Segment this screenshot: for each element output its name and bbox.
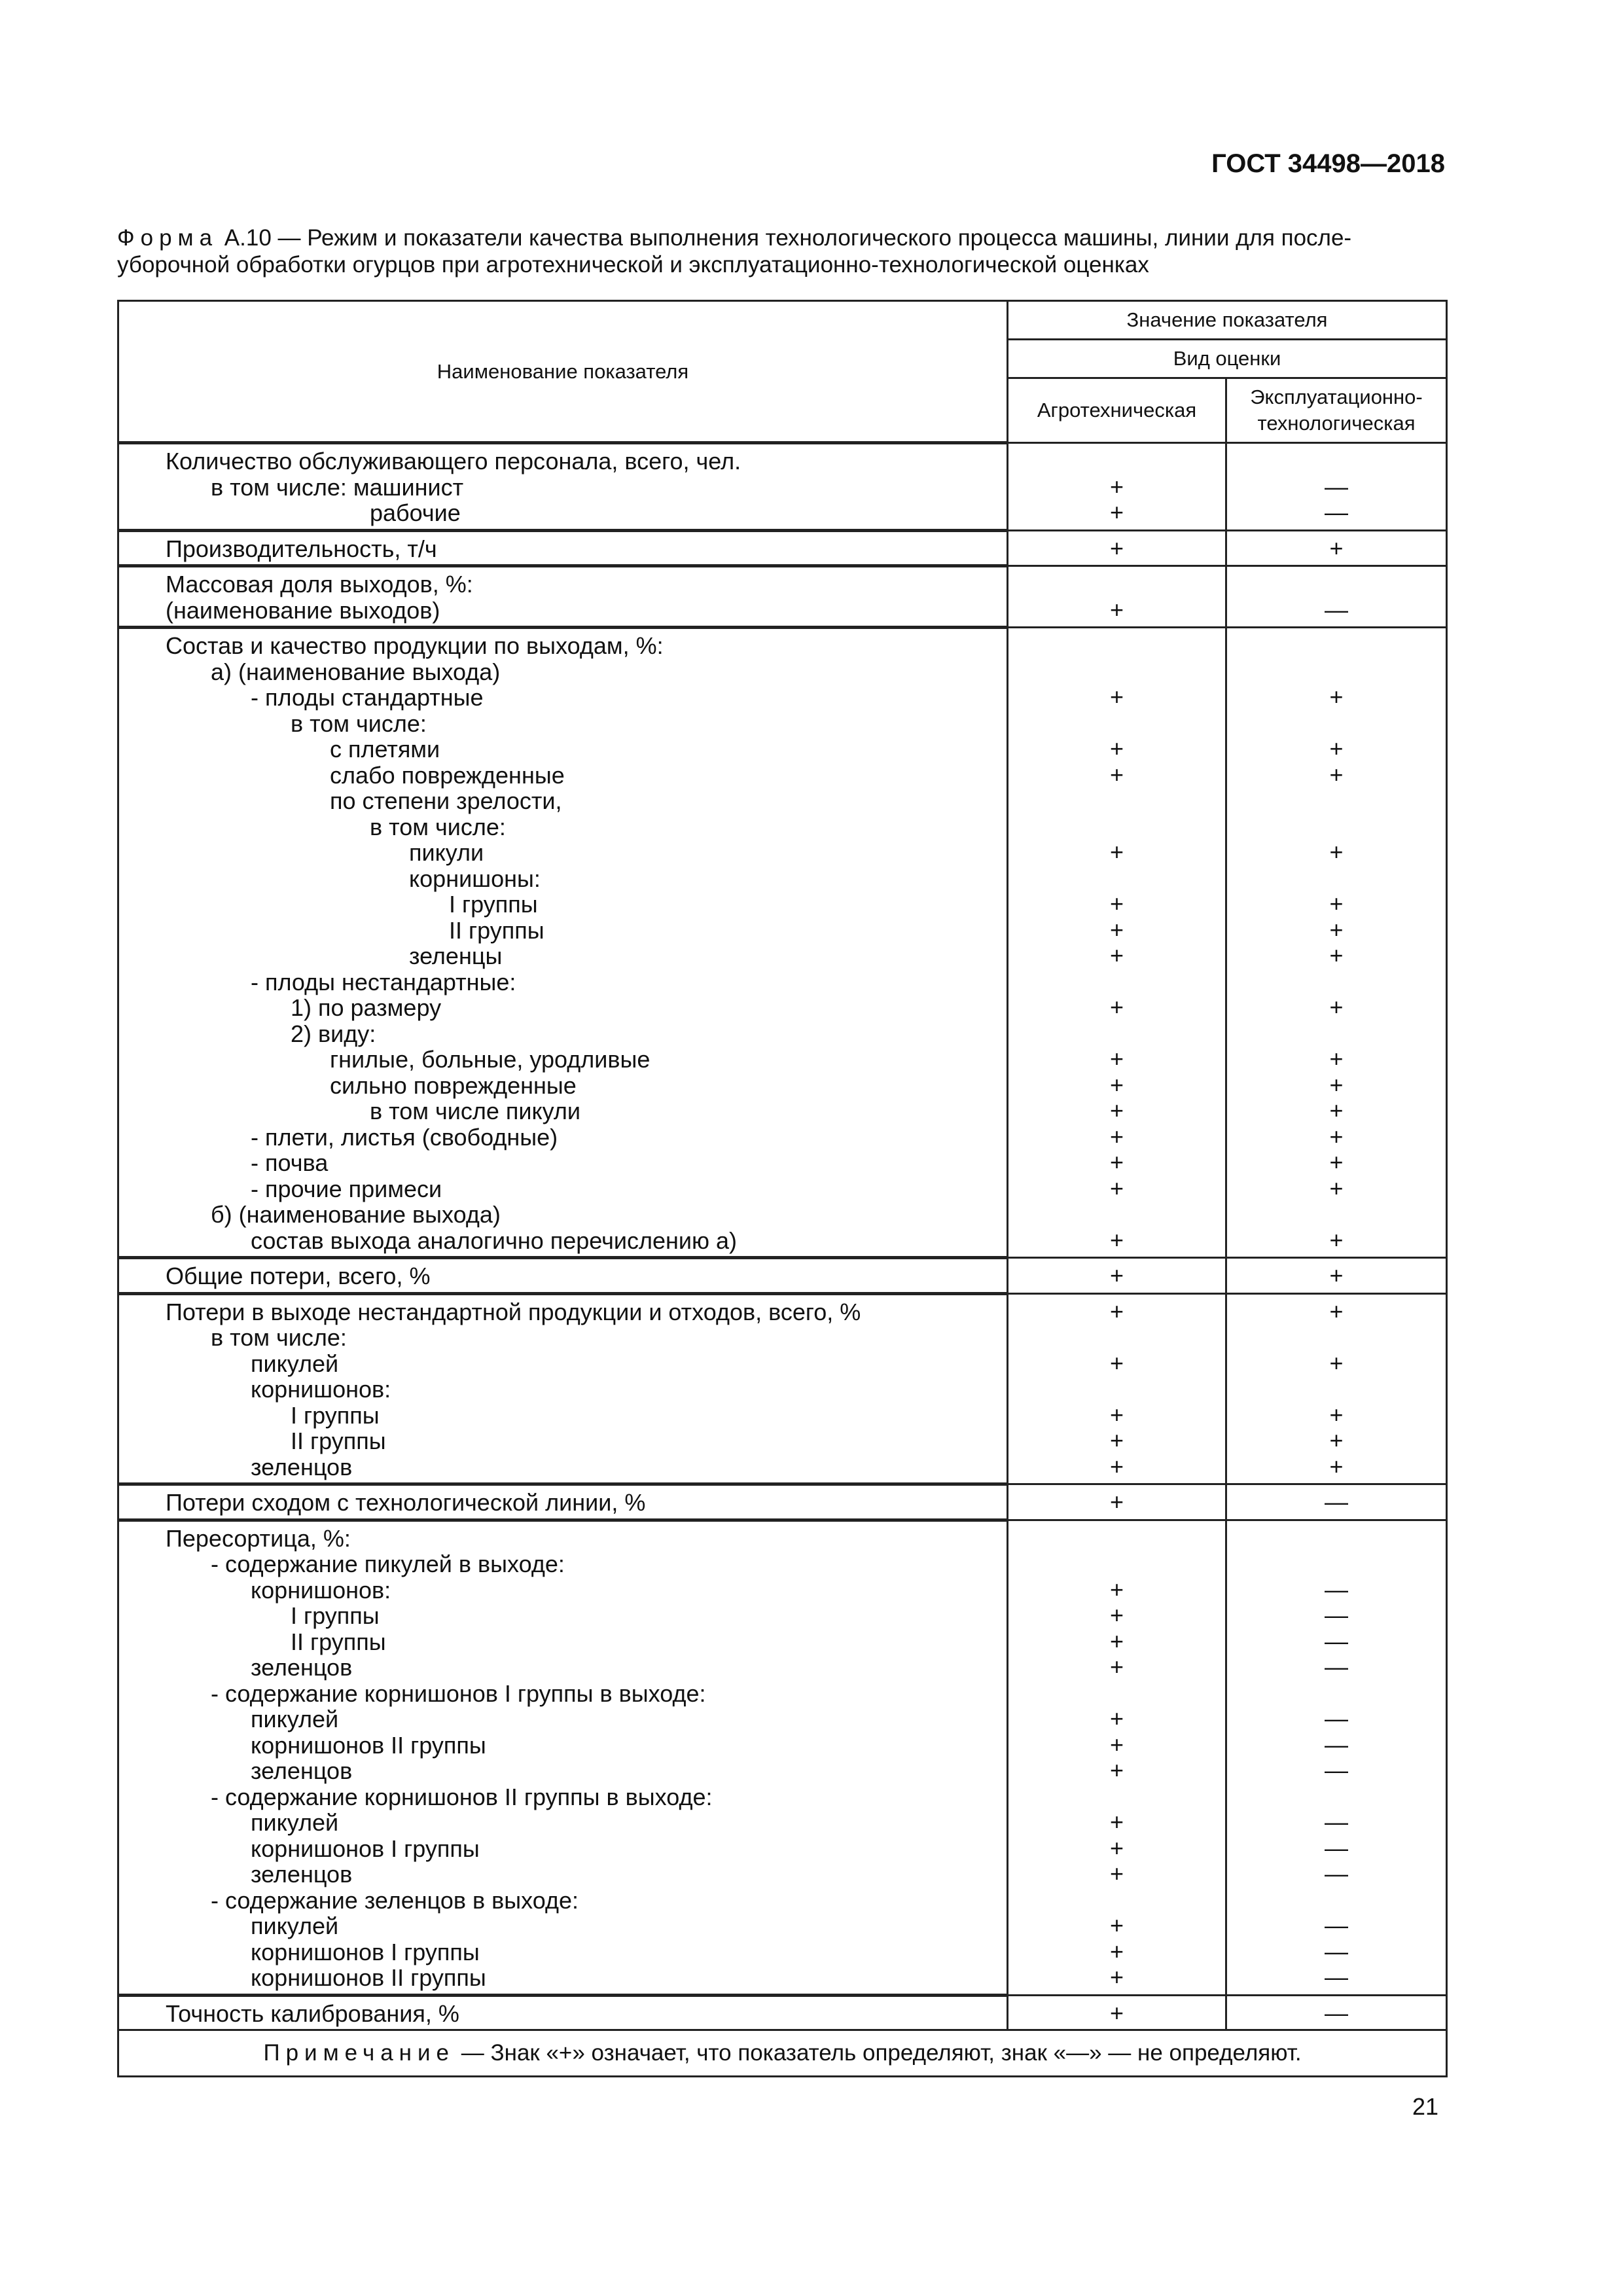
operational-mark: [1227, 787, 1446, 814]
indicator-label: корнишоны:: [409, 865, 541, 892]
table-row: [118, 1293, 1447, 1484]
indicator-label: зеленцов: [251, 1861, 353, 1888]
agrotechnical-mark: [1008, 1525, 1225, 1551]
indicator-label: а) (наименование выхода): [211, 658, 501, 685]
operational-mark: [1227, 969, 1446, 995]
operational-mark-cell: [1226, 1484, 1447, 1520]
indicator-label: - почва: [251, 1149, 329, 1176]
operational-mark: +: [1329, 1174, 1344, 1202]
form-label: Форма: [117, 225, 219, 251]
agrotechnical-mark: +: [1109, 1045, 1124, 1072]
operational-mark: —: [1325, 1860, 1348, 1887]
table-note: [118, 2030, 1447, 2077]
indicator-label: в том числе:: [370, 813, 506, 840]
indicator-name-cell: [118, 1520, 1008, 1995]
agrotechnical-mark-cell: [1008, 1520, 1226, 1995]
indicator-label: пикули: [409, 839, 484, 866]
agrotechnical-mark: [1008, 1551, 1225, 1577]
indicator-label: - плети, листья (свободные): [251, 1123, 558, 1151]
table-row: [118, 1484, 1447, 1520]
table-row: [118, 1258, 1447, 1294]
agrotechnical-mark-cell: [1008, 443, 1226, 531]
column-header-name: Наименование показателя: [118, 301, 1008, 443]
agrotechnical-mark: +: [1109, 1653, 1124, 1680]
agrotechnical-mark: +: [1109, 1349, 1124, 1376]
agrotechnical-mark-cell: [1008, 628, 1226, 1258]
agrotechnical-mark: [1008, 969, 1225, 995]
indicator-label: пикулей: [251, 1809, 339, 1836]
operational-mark: [1227, 632, 1446, 658]
agrotechnical-mark: +: [1109, 499, 1124, 526]
indicator-label: с плетями: [330, 736, 440, 762]
column-header-assessment-type: Вид оценки: [1008, 340, 1447, 378]
agrotechnical-mark: +: [1109, 1488, 1124, 1515]
indicator-label: состав выхода аналогично перечислению а): [251, 1227, 738, 1254]
operational-mark: —: [1325, 1999, 1348, 2026]
agrotechnical-mark: +: [1109, 1937, 1124, 1965]
operational-mark: +: [1329, 1149, 1344, 1175]
table-row: [118, 566, 1447, 628]
agrotechnical-mark: [1008, 787, 1225, 814]
operational-mark: [1227, 710, 1446, 736]
agrotechnical-mark: +: [1109, 596, 1124, 623]
operational-mark: —: [1325, 1834, 1348, 1861]
operational-mark: [1227, 1201, 1446, 1227]
indicator-label: 1) по размеру: [291, 994, 442, 1021]
operational-mark: +: [1329, 942, 1344, 969]
agrotechnical-mark-cell: [1008, 1995, 1226, 2030]
agrotechnical-mark: +: [1109, 1602, 1124, 1628]
page-number: 21: [1412, 2093, 1438, 2120]
indicator-label: Массовая доля выходов, %:: [166, 571, 473, 598]
operational-mark-cell: [1226, 530, 1447, 566]
agrotechnical-mark: +: [1109, 1860, 1124, 1887]
operational-mark-cell: [1226, 628, 1447, 1258]
indicator-label: - содержание зеленцов в выходе:: [211, 1886, 579, 1914]
indicator-label: Потери в выходе нестандартной продукции и отходов, всего, %: [166, 1298, 861, 1325]
agrotechnical-mark: +: [1109, 1964, 1124, 1990]
operational-mark: +: [1329, 916, 1344, 943]
agrotechnical-mark: [1008, 1376, 1225, 1402]
operational-mark: [1227, 1324, 1446, 1350]
operational-mark: —: [1325, 1488, 1348, 1515]
operational-mark: —: [1325, 1964, 1348, 1990]
indicator-label: зеленцы: [409, 942, 503, 969]
agrotechnical-mark: [1008, 1201, 1225, 1227]
indicator-label: (наименование выходов): [166, 596, 440, 624]
operational-mark: —: [1325, 1627, 1348, 1655]
operational-mark: [1227, 658, 1446, 685]
indicator-label: по степени зрелости,: [330, 787, 562, 814]
operational-mark: +: [1329, 683, 1344, 710]
agrotechnical-mark: [1008, 1020, 1225, 1047]
indicator-name-cell: [118, 1484, 1008, 1520]
operational-mark: —: [1325, 473, 1348, 500]
operational-mark: [1227, 1887, 1446, 1913]
operational-mark: +: [1329, 1045, 1344, 1072]
indicator-label: Количество обслуживающего персонала, всего, чел.: [166, 448, 741, 475]
agrotechnical-mark: [1008, 865, 1225, 891]
form-title: А.10 — Режим и показатели качества выполнения технологического процесса машины, линии для после-: [218, 225, 1352, 251]
agrotechnical-mark: +: [1109, 1834, 1124, 1861]
indicator-label: - содержание корнишонов II группы в выходе:: [211, 1783, 713, 1810]
agrotechnical-mark: [1008, 658, 1225, 685]
column-header-agrotechnical: Агротехническая: [1008, 378, 1226, 443]
agrotechnical-mark: +: [1109, 1731, 1124, 1758]
table-row: [118, 530, 1447, 566]
indicators-table: [117, 300, 1448, 2077]
agrotechnical-mark: +: [1109, 1705, 1124, 1732]
operational-mark: [1227, 1680, 1446, 1706]
operational-mark: —: [1325, 499, 1348, 526]
indicator-label: в том числе пикули: [370, 1098, 580, 1124]
indicator-label: I группы: [291, 1602, 380, 1629]
indicator-label: I группы: [291, 1401, 380, 1429]
indicator-label: корнишонов:: [251, 1576, 391, 1604]
agrotechnical-mark: +: [1109, 473, 1124, 500]
indicator-label: пикулей: [251, 1706, 339, 1732]
table-row: [118, 1520, 1447, 1995]
indicator-name-cell: [118, 443, 1008, 531]
indicator-label: слабо поврежденные: [330, 761, 565, 789]
table-row: [118, 443, 1447, 531]
agrotechnical-mark: +: [1109, 838, 1124, 865]
indicator-label: - плоды стандартные: [251, 684, 484, 711]
agrotechnical-mark: [1008, 632, 1225, 658]
operational-mark-cell: [1226, 1293, 1447, 1484]
form-title-continued: уборочной обработки огурцов при агротехнической и эксплуатационно-технологической оценках: [117, 252, 1149, 278]
indicator-label: зеленцов: [251, 1453, 353, 1480]
agrotechnical-mark: +: [1109, 1912, 1124, 1939]
indicator-label: пикулей: [251, 1350, 339, 1377]
indicator-label: зеленцов: [251, 1654, 353, 1681]
agrotechnical-mark: +: [1109, 916, 1124, 943]
agrotechnical-mark: +: [1109, 735, 1124, 762]
agrotechnical-mark: +: [1109, 683, 1124, 710]
agrotechnical-mark: [1008, 1887, 1225, 1913]
operational-mark: —: [1325, 1705, 1348, 1732]
indicator-label: - плоды нестандартные:: [251, 968, 516, 996]
operational-mark-cell: [1226, 1520, 1447, 1995]
indicator-label: корнишонов II группы: [251, 1731, 486, 1759]
agrotechnical-mark-cell: [1008, 1484, 1226, 1520]
indicator-label: пикулей: [251, 1912, 339, 1939]
operational-mark: [1227, 1551, 1446, 1577]
operational-mark: —: [1325, 1808, 1348, 1835]
operational-mark: +: [1329, 1297, 1344, 1325]
operational-mark: [1227, 865, 1446, 891]
agrotechnical-mark-cell: [1008, 566, 1226, 628]
operational-mark: +: [1329, 534, 1344, 562]
agrotechnical-mark: [1008, 1784, 1225, 1810]
agrotechnical-mark: +: [1109, 1575, 1124, 1603]
operational-mark: +: [1329, 735, 1344, 762]
column-header-operational-line2: технологическая: [1257, 412, 1416, 435]
indicator-label: Потери сходом с технологической линии, %: [166, 1489, 646, 1516]
indicator-name-cell: [118, 1995, 1008, 2030]
operational-mark: —: [1325, 596, 1348, 623]
operational-mark: —: [1325, 1757, 1348, 1784]
column-header-operational-line1: Эксплуатационно-: [1250, 386, 1423, 408]
agrotechnical-mark-cell: [1008, 1293, 1226, 1484]
indicator-label: - содержание корнишонов I группы в выходе:: [211, 1679, 706, 1707]
agrotechnical-mark: +: [1109, 1999, 1124, 2026]
operational-mark: +: [1329, 761, 1344, 788]
indicator-label: I группы: [449, 891, 538, 918]
agrotechnical-mark: +: [1109, 942, 1124, 969]
agrotechnical-mark: [1008, 1680, 1225, 1706]
agrotechnical-mark: [1008, 1324, 1225, 1350]
column-header-value: Значение показателя: [1008, 301, 1447, 340]
operational-mark: +: [1329, 994, 1344, 1020]
operational-mark-cell: [1226, 443, 1447, 531]
operational-mark: —: [1325, 1575, 1348, 1603]
operational-mark: +: [1329, 1097, 1344, 1124]
note-text: — Знак «+» означает, что показатель определяют, знак «—» — не определяют.: [455, 2040, 1302, 2066]
operational-mark: +: [1329, 1262, 1344, 1289]
operational-mark: +: [1329, 1349, 1344, 1376]
indicator-name-cell: [118, 530, 1008, 566]
indicator-label: - прочие примеси: [251, 1175, 442, 1202]
indicator-name-cell: [118, 566, 1008, 628]
indicator-label: в том числе: машинист: [211, 473, 464, 501]
agrotechnical-mark: +: [1109, 890, 1124, 917]
operational-mark: [1227, 1784, 1446, 1810]
indicator-name-cell: [118, 1293, 1008, 1484]
indicator-label: Общие потери, всего, %: [166, 1263, 431, 1289]
agrotechnical-mark: +: [1109, 534, 1124, 562]
indicator-label: корнишонов II группы: [251, 1964, 486, 1991]
operational-mark: [1227, 448, 1446, 474]
agrotechnical-mark: +: [1109, 1808, 1124, 1835]
document-standard-number: ГОСТ 34498—2018: [1211, 149, 1445, 178]
note-label: Примечание: [263, 2040, 455, 2066]
operational-mark: [1227, 1376, 1446, 1402]
operational-mark: —: [1325, 1653, 1348, 1680]
table-row: [118, 1995, 1447, 2030]
operational-mark: —: [1325, 1912, 1348, 1939]
indicator-label: зеленцов: [251, 1757, 353, 1784]
agrotechnical-mark: +: [1109, 1427, 1124, 1454]
indicator-label: б) (наименование выхода): [211, 1201, 501, 1228]
operational-mark: +: [1329, 890, 1344, 917]
column-header-operational: [1226, 378, 1447, 443]
indicator-label: корнишонов I группы: [251, 1938, 480, 1965]
operational-mark: [1227, 571, 1446, 597]
indicator-label: гнилые, больные, уродливые: [330, 1046, 651, 1073]
agrotechnical-mark: +: [1109, 1174, 1124, 1202]
indicator-label: в том числе:: [291, 709, 427, 737]
agrotechnical-mark: +: [1109, 1452, 1124, 1480]
agrotechnical-mark: +: [1109, 1297, 1124, 1325]
agrotechnical-mark: +: [1109, 994, 1124, 1020]
agrotechnical-mark-cell: [1008, 1258, 1226, 1294]
operational-mark: [1227, 1525, 1446, 1551]
operational-mark: —: [1325, 1937, 1348, 1965]
operational-mark: +: [1329, 1427, 1344, 1454]
indicator-label: II группы: [449, 916, 544, 944]
agrotechnical-mark: +: [1109, 1262, 1124, 1289]
indicator-label: сильно поврежденные: [330, 1071, 577, 1099]
form-caption: [117, 224, 1446, 278]
operational-mark: +: [1329, 1071, 1344, 1098]
agrotechnical-mark: +: [1109, 1097, 1124, 1124]
agrotechnical-mark: +: [1109, 1071, 1124, 1098]
operational-mark: +: [1329, 1401, 1344, 1428]
operational-mark: +: [1329, 1122, 1344, 1150]
indicator-name-cell: [118, 1258, 1008, 1294]
table-row: [118, 628, 1447, 1258]
agrotechnical-mark: +: [1109, 1627, 1124, 1655]
agrotechnical-mark: [1008, 710, 1225, 736]
indicator-label: рабочие: [370, 499, 461, 526]
indicator-label: в том числе:: [211, 1324, 347, 1351]
indicator-label: - содержание пикулей в выходе:: [211, 1551, 565, 1577]
agrotechnical-mark: +: [1109, 1401, 1124, 1428]
agrotechnical-mark: +: [1109, 761, 1124, 788]
agrotechnical-mark: [1008, 448, 1225, 474]
agrotechnical-mark: +: [1109, 1122, 1124, 1150]
indicator-label: Состав и качество продукции по выходам, %:: [166, 632, 664, 659]
operational-mark: +: [1329, 1452, 1344, 1480]
operational-mark: +: [1329, 1226, 1344, 1253]
indicator-label: Пересортица, %:: [166, 1524, 351, 1552]
operational-mark: +: [1329, 838, 1344, 865]
indicator-label: II группы: [291, 1427, 386, 1454]
operational-mark-cell: [1226, 1995, 1447, 2030]
agrotechnical-mark: +: [1109, 1757, 1124, 1784]
indicator-label: 2) виду:: [291, 1020, 376, 1047]
agrotechnical-mark-cell: [1008, 530, 1226, 566]
agrotechnical-mark: +: [1109, 1226, 1124, 1253]
indicator-label: Точность калибрования, %: [166, 2000, 459, 2027]
operational-mark: —: [1325, 1602, 1348, 1628]
operational-mark: [1227, 1020, 1446, 1047]
indicator-label: Производительность, т/ч: [166, 535, 437, 562]
operational-mark-cell: [1226, 566, 1447, 628]
indicator-name-cell: [118, 628, 1008, 1258]
operational-mark-cell: [1226, 1258, 1447, 1294]
agrotechnical-mark: [1008, 571, 1225, 597]
agrotechnical-mark: +: [1109, 1149, 1124, 1175]
indicator-label: корнишонов:: [251, 1376, 391, 1403]
operational-mark: —: [1325, 1731, 1348, 1758]
indicator-label: II группы: [291, 1628, 386, 1655]
indicator-label: корнишонов I группы: [251, 1835, 480, 1862]
operational-mark: [1227, 814, 1446, 840]
agrotechnical-mark: [1008, 814, 1225, 840]
